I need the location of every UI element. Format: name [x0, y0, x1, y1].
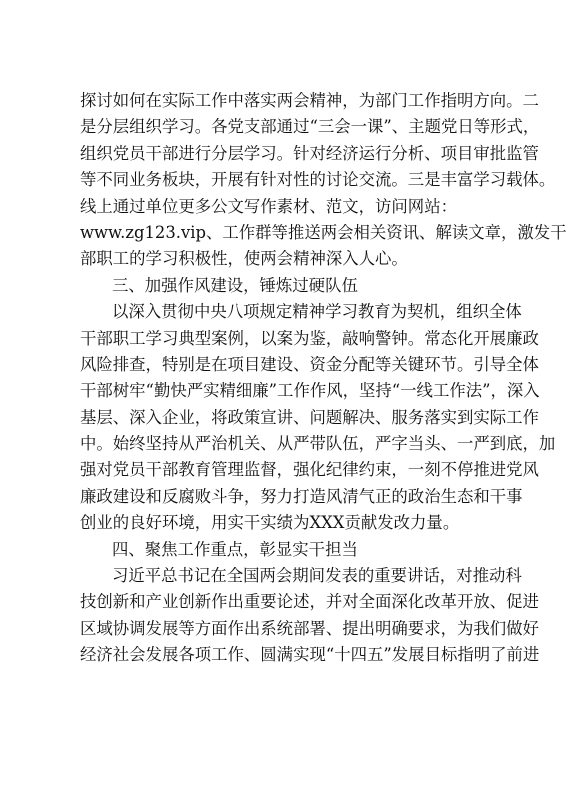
- text-line: 干部职工学习典型案例，以案为鉴，敲响警钟。常态化开展廉政: [80, 328, 539, 348]
- text-line: 是分层组织学习。各党支部通过“三会一课”、主题党日等形式，: [80, 117, 540, 137]
- text-line: 中。始终坚持从严治机关、从严带队伍，严字当头、一严到底，加: [80, 434, 556, 454]
- text-line: 以深入贯彻中央八项规定精神学习教育为契机，组织全体: [112, 302, 522, 322]
- text-line: www.zg123.vip、工作群等推送两会相关资讯、解读文章，激发干: [80, 222, 567, 242]
- text-line: 廉政建设和反腐败斗争，努力打造风清气正的政治生态和干事: [80, 486, 523, 506]
- text-line: 经济社会发展各项工作、圆满实现“十四五”发展目标指明了前进: [80, 645, 540, 665]
- text-line: 等不同业务板块，开展有针对性的讨论交流。三是丰富学习载体。: [80, 170, 556, 190]
- body-text: [80, 88, 567, 669]
- section-heading: 三、加强作风建设，锤炼过硬队伍: [112, 275, 358, 295]
- text-line: 风险排查，特别是在项目建设、资金分配等关键环节。引导全体: [80, 354, 539, 374]
- text-line: 线上通过单位更多公文写作素材、范文，访问网站：: [80, 196, 457, 216]
- text-line: 创业的良好环境，用实干实绩为XXX贡献发改力量。: [80, 513, 460, 533]
- text-line: 基层、深入企业，将政策宣讲、问题解决、服务落实到实际工作: [80, 407, 539, 427]
- text-line: 区域协调发展等方面作出系统部署、提出明确要求，为我们做好: [80, 618, 539, 638]
- text-line: 探讨如何在实际工作中落实两会精神，为部门工作指明方向。二: [80, 91, 539, 110]
- text-line: 部职工的学习积极性，使两会精神深入人心。: [80, 249, 408, 269]
- text-line: 习近平总书记在全国两会期间发表的重要讲话，对推动科: [112, 566, 522, 586]
- text-line: 强对党员干部教育管理监督，强化纪律约束，一刻不停推进党风: [80, 460, 539, 480]
- text-line: 干部树牢“勤快严实精细廉”工作作风，坚持“一线工作法”，深入: [80, 381, 540, 401]
- text-line: 组织党员干部进行分层学习。针对经济运行分析、项目审批监管: [80, 143, 539, 163]
- section-heading: 四、聚焦工作重点，彰显实干担当: [112, 539, 358, 559]
- text-line: 技创新和产业创新作出重要论述，并对全面深化改革开放、促进: [80, 592, 539, 612]
